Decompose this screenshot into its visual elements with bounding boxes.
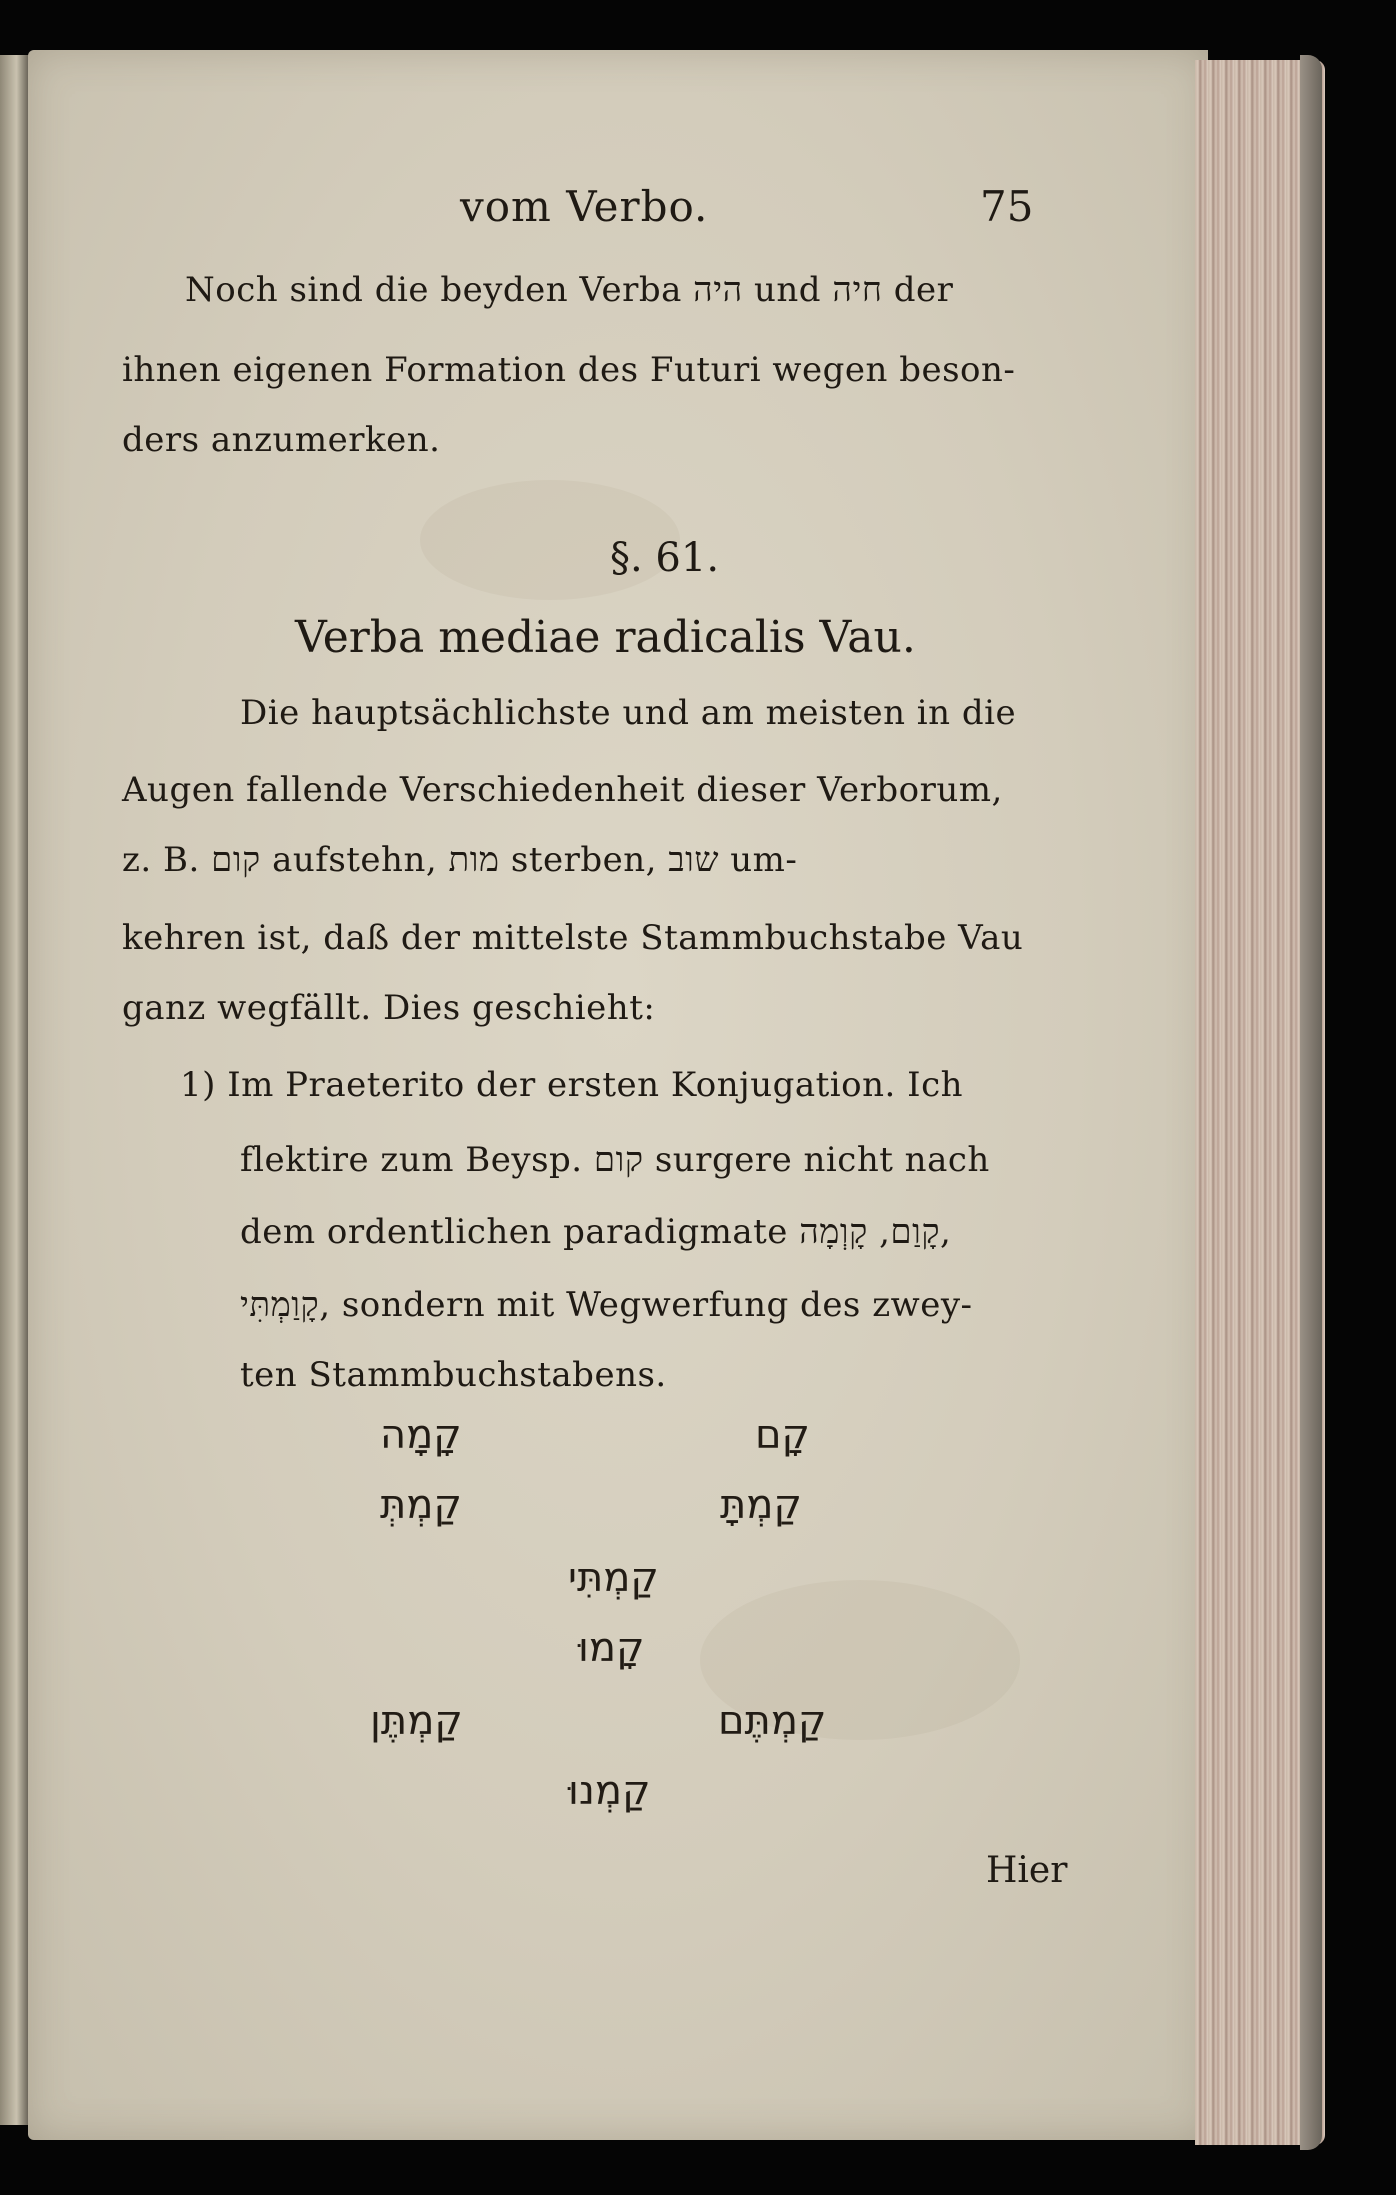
text-line: ihnen eigenen Formation des Futuri wegen beson- [122,350,1016,390]
page-number: 75 [980,182,1034,231]
paradigm-form: קַמְנוּ [568,1768,651,1814]
paradigm-form: קַמְתָּ [720,1482,802,1528]
text-line: z. B. קום aufstehn, מות sterben, שוב um- [122,840,798,880]
paradigm-form: קָמוּ [578,1625,645,1671]
paradigm-form: קַמְתֶּם [718,1698,827,1744]
paradigm-form: קָם [755,1412,810,1458]
paradigm-form: קַמְתֶּן [370,1698,463,1744]
text-line: kehren ist, daß der mittelste Stammbuchstabe Vau [122,918,1024,958]
paradigm-form: קָמָה [380,1412,462,1458]
text-line: ders anzumerken. [122,420,441,460]
list-item-line: 1) Im Praeterito der ersten Konjugation. Ich [180,1065,964,1105]
text-line: ganz wegfällt. Dies geschieht: [122,988,656,1028]
list-item-line: flektire zum Beysp. קום surgere nicht nach [240,1140,990,1180]
text-line: Noch sind die beyden Verba היה und חיה der [185,270,954,310]
section-number: §. 61. [610,535,720,581]
text-line: Die hauptsächlichste und am meisten in die [240,693,1017,733]
text-line: Augen fallende Verschiedenheit dieser Verborum, [122,770,1003,810]
facing-page-edge [0,55,30,2125]
list-item-line: dem ordentlichen paradigmate קָוַם, קָוְמָה, [240,1212,952,1252]
section-title: Verba mediae radicalis Vau. [295,612,916,663]
paradigm-form: קַמְתְּ [380,1482,462,1528]
list-item-line: ten Stammbuchstabens. [240,1355,667,1395]
catchword: Hier [986,1850,1068,1891]
book-cover-edge [1300,55,1322,2150]
running-header: vom Verbo. [460,182,709,231]
list-item-line: קָוַמְתִּי, sondern mit Wegwerfung des zwey- [240,1285,973,1325]
paradigm-form: קַמְתִּי [568,1555,659,1601]
